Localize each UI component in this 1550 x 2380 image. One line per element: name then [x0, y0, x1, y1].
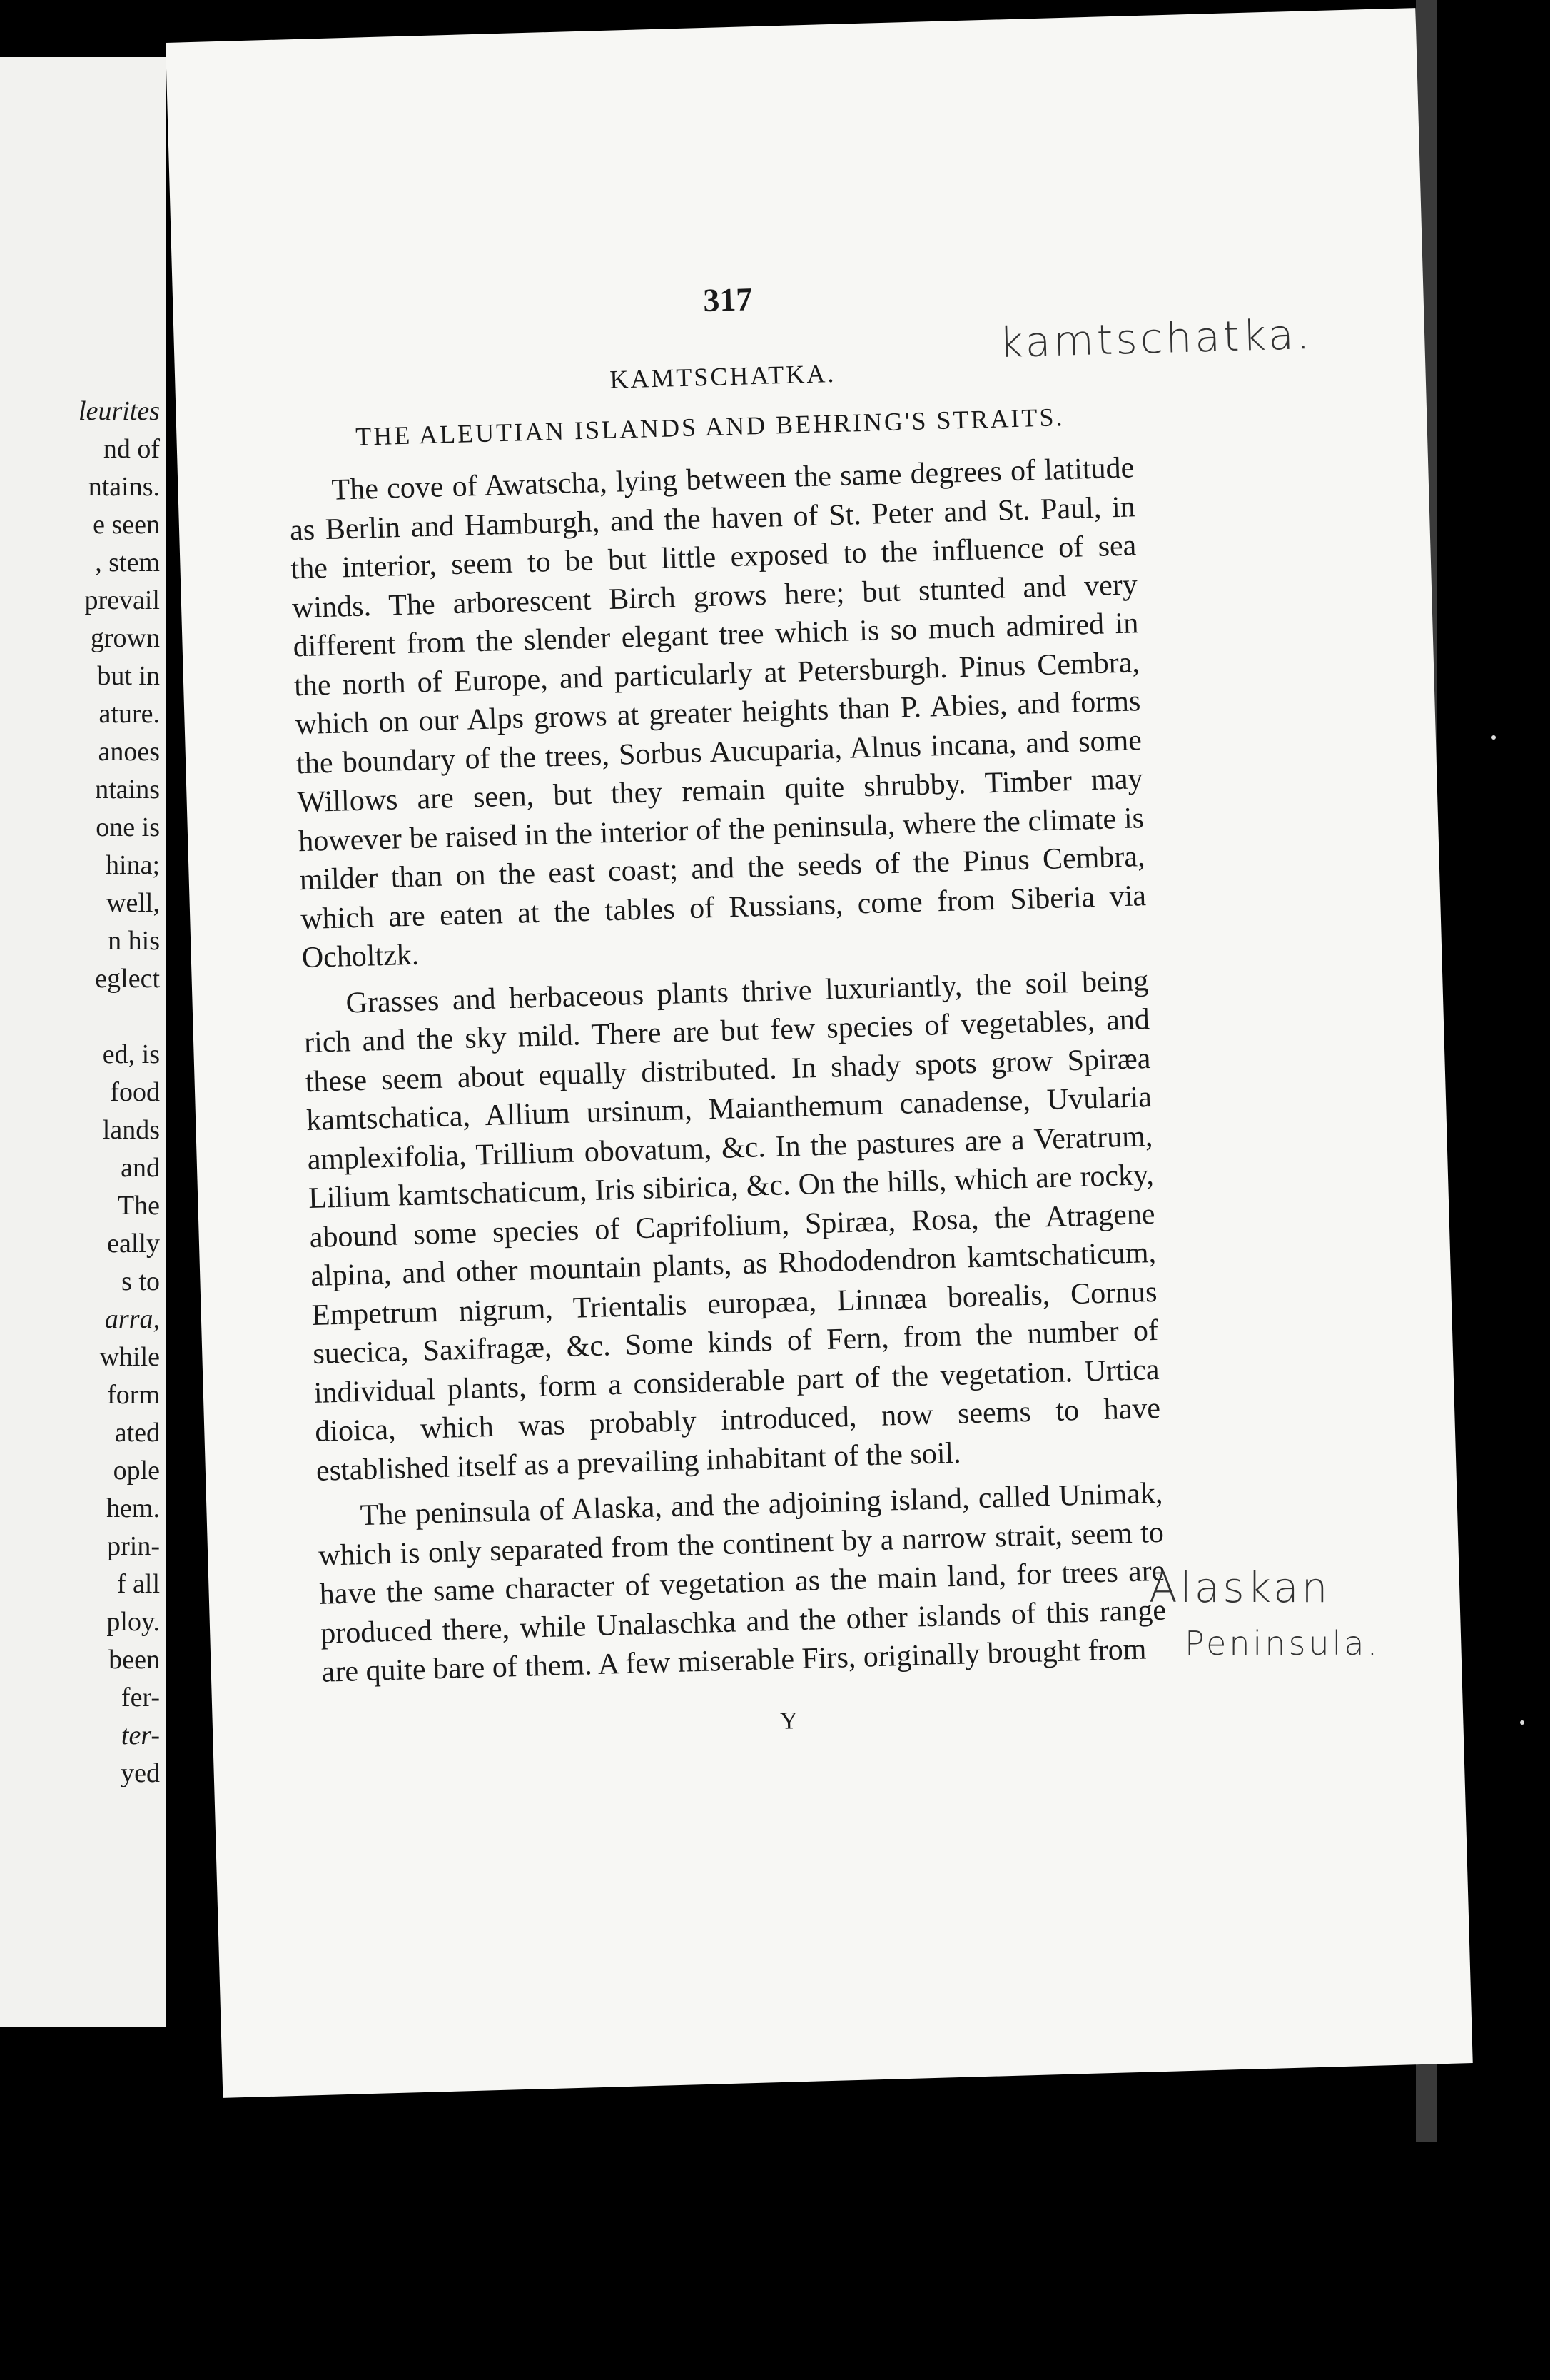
text-line: ntains: [95, 775, 160, 805]
text-line: ploy.: [106, 1607, 160, 1637]
section-title: THE ALEUTIAN ISLANDS AND BEHRING'S STRAITS.: [355, 403, 1065, 451]
text-line: been: [108, 1645, 160, 1675]
text-line: e seen: [93, 510, 160, 540]
text-line: prevail: [84, 585, 160, 615]
running-head: KAMTSCHATKA.: [609, 358, 836, 394]
page-content: [283, 269, 1169, 1748]
text-line: eally: [107, 1229, 160, 1259]
text-line: hina;: [106, 850, 160, 880]
signature-mark: Y: [779, 1707, 799, 1735]
body-text: [288, 448, 1167, 1692]
text-line: nd of: [103, 434, 160, 464]
text-line: ter-: [121, 1720, 160, 1750]
text-line: hem.: [106, 1493, 160, 1523]
handwritten-note: Peninsula.: [1185, 1624, 1381, 1663]
text-line: ed, is: [102, 1039, 160, 1069]
text-line: lands: [102, 1115, 160, 1145]
text-line: grown: [90, 623, 160, 653]
text-line: ature.: [98, 699, 160, 729]
text-line: food: [110, 1077, 160, 1107]
text-line: one is: [96, 812, 160, 842]
text-line: s to: [121, 1266, 160, 1296]
paragraph: Grasses and herbaceous plants thrive luxuriantly, the soil being rich and the sky mild. There are but few species of vegetables, and these seem about equally distributed. In shady spots grow Spiræa kamtschatica, Allium ursinum, Maianthemum canadense, Uvularia amplexifolia, Trillium obovatum, &c. In the pastures are a Veratrum, Lilium kamtschaticum, Iris sibirica, &c. On the hills, which are rocky, abound some species of Caprifolium, Spiræa, Rosa, the Atragene alpina, and other mountain plants, as Rhododendron kamtschaticum, Empetrum nigrum, Trientalis europæa, Linnæa borealis, Cornus suecica, Saxifragæ, &c. Some kinds of Fern, from the number of individual plants, form a considerable part of the vegetation. Urtica dioica, which was probably introduced, now seems to have established itself as a prevailing inhabitant of the soil.: [303, 964, 1161, 1488]
dust-speck: [1491, 735, 1496, 740]
paragraph: The cove of Awatscha, lying between the same degrees of latitude as Berlin and Hamburgh, and the haven of St. Peter and St. Paul, in the interior, seem to be but little exposed to the influence of sea winds. The arborescent Birch grows here; but stunted and very different from the slender elegant tree which is so much admired in the north of Europe, and particularly at Petersburgh. Pinus Cembra, which on our Alps grows at greater heights than P. Abies, and forms the boundary of the trees, Sorbus Aucuparia, Alnus incana, and some Willows are seen, but they remain quite shrubby. Timber may however be raised in the interior of the peninsula, where the climate is milder than on the east coast; and the seeds of the Pinus Cembra, which are eaten at the tables of Russians, come from Siberia via Ocholtzk.: [289, 451, 1147, 975]
handwritten-note: Alaskan: [1149, 1563, 1331, 1612]
text-line: leurites: [78, 396, 160, 426]
text-line: f all: [116, 1569, 160, 1599]
facing-page-text: [17, 393, 160, 1792]
text-line: eglect: [95, 964, 160, 994]
text-line: ated: [114, 1418, 160, 1448]
text-line: n his: [108, 926, 160, 956]
text-line: ople: [113, 1456, 160, 1486]
text-line: [17, 998, 160, 1036]
text-line: ntains.: [88, 472, 160, 502]
text-line: but in: [97, 661, 160, 691]
text-line: prin-: [107, 1531, 160, 1561]
text-line: anoes: [98, 737, 160, 767]
dust-speck: [1520, 1720, 1524, 1725]
paragraph: The peninsula of Alaska, and the adjoining island, called Unimak, which is only separated from the continent by a narrow strait, seem to have the same character of vegetation as the main land, for trees are produced there, while Unalaschka and the other islands of this range are quite bare of them. A few miserable Firs, originally brought from: [318, 1476, 1167, 1689]
text-line: and: [121, 1153, 160, 1183]
text-line: yed: [121, 1758, 160, 1788]
text-line: well,: [106, 888, 160, 918]
text-line: form: [107, 1380, 160, 1410]
facing-page: [0, 57, 166, 2027]
handwritten-note: kamtschatka.: [998, 309, 1313, 368]
text-line: , stem: [95, 548, 160, 578]
text-line: The: [117, 1191, 160, 1221]
text-line: arra,: [104, 1304, 160, 1334]
text-line: fer-: [121, 1683, 160, 1713]
text-line: while: [99, 1342, 160, 1372]
page-number: 317: [702, 281, 754, 319]
